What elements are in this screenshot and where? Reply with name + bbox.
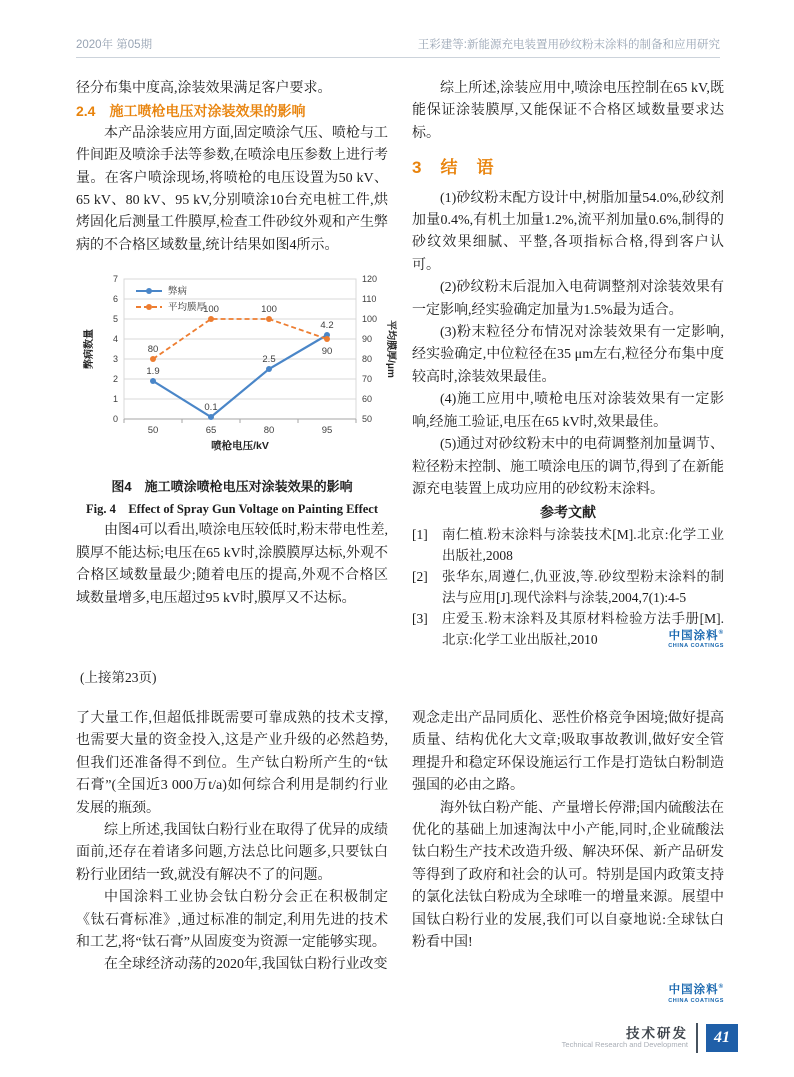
svg-text:4: 4 [112, 334, 118, 345]
paragraph: (5)通过对砂纹粉末中的电荷调整剂加量调节、粒径粉末控制、施工喷涂电压的调节,得到了在新能源充电装置上成功应用的砂纹粉末涂料。 [412, 437, 724, 497]
paragraph: 观念走出产品同质化、恶性价格竞争困境;做好提高质量、结构优化大文章;吸取事故教训,做好安全管理提升和稳定环保设施运行工作是打造钛白粉制造强国的必由之路。 [412, 711, 724, 794]
svg-text:1.9: 1.9 [146, 366, 160, 378]
svg-text:95: 95 [321, 425, 333, 437]
section-heading-24: 2.4 施工喷枪电压对涂装效果的影响 [76, 103, 306, 120]
upper-columns [76, 78, 724, 650]
svg-text:6: 6 [112, 294, 118, 305]
svg-text:110: 110 [362, 294, 377, 305]
svg-text:100: 100 [362, 314, 378, 325]
reference-number: [2] [412, 568, 428, 584]
references-title: 参考文献 [540, 504, 596, 521]
svg-text:1: 1 [112, 394, 118, 405]
reference-text: 庄爱玉.粉末涂料及其原材料检验方法手册[M].北京:化学工业出版社,2010 [442, 610, 724, 647]
paragraph: 综上所述,涂装应用中,喷涂电压控制在65 kV,既能保证涂装膜厚,又能保证不合格区域数量要求达标。 [412, 81, 724, 141]
svg-text:120: 120 [362, 274, 378, 285]
svg-text:100: 100 [203, 304, 219, 316]
lower-right-text [412, 708, 724, 954]
svg-text:弊病数量: 弊病数量 [84, 329, 95, 370]
svg-text:60: 60 [362, 394, 373, 405]
lower-left-column [76, 708, 388, 1004]
upper-right-column [412, 78, 724, 650]
logo-text-cn: 中国涂料® [668, 984, 724, 997]
svg-text:弊病: 弊病 [168, 286, 188, 298]
svg-text:50: 50 [147, 425, 159, 437]
lower-columns [76, 708, 724, 1004]
svg-text:2.5: 2.5 [262, 354, 276, 366]
svg-text:5: 5 [112, 314, 118, 325]
svg-text:4.2: 4.2 [320, 320, 334, 332]
header-rule [76, 57, 720, 58]
svg-text:3: 3 [112, 354, 118, 365]
svg-text:平均膜厚: 平均膜厚 [168, 302, 207, 314]
paragraph: 在全球经济动荡的2020年,我国钛白粉行业改变 [104, 957, 388, 973]
running-title: 王彩建等:新能源充电装置用砂纹粉末涂料的制备和应用研究 [417, 39, 720, 51]
page-number: 41 [714, 1029, 730, 1046]
logo-text-en: CHINA COATINGS [668, 997, 724, 1004]
upper-left-column [76, 78, 396, 650]
svg-text:0.1: 0.1 [204, 402, 218, 414]
paragraph: (4)施工应用中,喷枪电压对涂装效果有一定影响,经施工验证,电压在65 kV时,效果最佳。 [412, 392, 724, 430]
figure-caption-en: Fig. 4 Effect of Spray Gun Voltage on Painting Effect [85, 502, 378, 517]
svg-text:喷枪电压/kV: 喷枪电压/kV [211, 440, 269, 453]
paragraph: 径分布集中度高,涂装效果满足客户要求。 [76, 81, 332, 96]
logo-text-cn: 中国涂料® [668, 629, 724, 642]
paragraph: 中国涂料工业协会钛白粉分会正在积极制定《钛石膏标准》,通过标准的制定,利用先进的技术和工艺,将“钛石膏”从固废变为资源一定能够实现。 [76, 890, 388, 951]
paragraph: 由图4可以看出,喷涂电压较低时,粉末带电性差,膜厚不能达标;电压在65 kV时,涂膜膜厚达标,外观不合格区域数量最少;随着电压的提高,外观不合格区域数量增多,电压超过95 kV时,膜厚又不达标。 [76, 523, 388, 606]
svg-text:70: 70 [362, 374, 373, 385]
page-number-box [706, 1024, 738, 1052]
svg-text:90: 90 [362, 334, 373, 345]
svg-text:80: 80 [362, 354, 373, 365]
svg-text:0: 0 [112, 414, 118, 425]
reference-item [412, 608, 724, 650]
reference-text: 南仁植.粉末涂料与涂装技术[M].北京:化学工业出版社,2008 [442, 526, 724, 563]
svg-text:50: 50 [362, 414, 373, 425]
paragraph: (2)砂纹粉末后混加入电荷调整剂对涂装效果有一定影响,经实验确定加量为1.5%最为适合。 [412, 280, 724, 318]
svg-text:65: 65 [205, 425, 217, 437]
svg-text:2: 2 [112, 374, 118, 385]
conclusion-list [412, 188, 724, 502]
continuation-note: (上接第23页) [80, 670, 157, 685]
paragraph: 海外钛白粉产能、产量增长停滞;国内硫酸法在优化的基础上加速淘汰中小产能,同时,企业硫酸法钛白粉生产技术改造升级、解决环保、新产品研发等得到了政府和社会的认可。特别是国内政策支持的氯化法钛白粉成为全球唯一的增量来源。展望中国钛白粉行业的发展,我们可以自豪地说:全球钛白粉看中国! [412, 800, 724, 951]
footer-title-cn: 技术研发 [626, 1025, 688, 1041]
reference-number: [1] [412, 526, 428, 542]
figure-caption-cn: 图4 施工喷涂喷枪电压对涂装效果的影响 [111, 478, 353, 494]
svg-text:7: 7 [112, 274, 118, 285]
reference-text: 张华东,周遵仁,仇亚波,等.砂纹型粉末涂料的制法与应用[J].现代涂料与涂装,2004,7(1):4-5 [442, 568, 724, 605]
reference-number: [3] [412, 610, 428, 626]
chart [78, 267, 396, 473]
svg-text:100: 100 [261, 304, 277, 316]
svg-text:80: 80 [147, 344, 159, 356]
footer-divider [696, 1023, 698, 1053]
svg-text:平均膜厚/μm: 平均膜厚/μm [385, 320, 396, 379]
reference-item [412, 566, 724, 608]
svg-text:90: 90 [321, 346, 333, 358]
reference-item [412, 524, 724, 566]
lower-right-column [412, 708, 724, 1004]
footer-title-en: Technical Research and Development [561, 1040, 688, 1050]
paragraph: (1)砂纹粉末配方设计中,树脂加量54.0%,砂纹剂加量0.4%,有机土加量1.2%,流平剂加量0.6%,制得的砂纹效果细腻、平整,各项指标合格,得到客户认可。 [412, 190, 724, 273]
paragraph: (3)粉末粒径分布情况对涂装效果有一定影响,经实验确定,中位粒径在35 μm左右,粒径分布集中度较高时,涂装效果最佳。 [412, 325, 724, 385]
page-header [76, 36, 720, 52]
paragraph: 本产品涂装应用方面,固定喷涂气压、喷枪与工件间距及喷涂手法等参数,在喷涂电压参数上进行考量。在客户喷涂现场,将喷枪的电压设置为50 kV、65 kV、80 kV、95 kV,分别喷涂10台充电桩工件,烘烤固化后测量工件膜厚,检查工件砂纹外观和产生弊病的不合格区域数量,统计结果如图4所示。 [76, 125, 388, 253]
references-list [412, 524, 724, 650]
svg-text:80: 80 [263, 425, 275, 437]
page-footer [562, 1023, 738, 1053]
footer-section-title [562, 1026, 688, 1050]
section-heading-3: 3 结 语 [412, 158, 495, 178]
issue-label: 2020年 第05期 [76, 39, 153, 51]
china-coatings-logo [412, 984, 724, 1004]
paragraph: 综上所述,我国钛白粉行业在取得了优异的成绩面前,还存在着诸多问题,方法总比问题多,只要钛白粉行业团结一致,就没有解决不了的问题。 [76, 823, 388, 883]
logo-text-en: CHINA COATINGS [668, 643, 724, 650]
paragraph: 了大量工作,但超低排既需要可靠成熟的技术支撑,也需要大量的资金投入,这是产业升级的必然趋势,但我们还准备得不到位。生产钛白粉所产生的“钛石膏”(全国近3 000万t/a)如何综合利用是制约行业发展的瓶颈。 [76, 711, 388, 816]
